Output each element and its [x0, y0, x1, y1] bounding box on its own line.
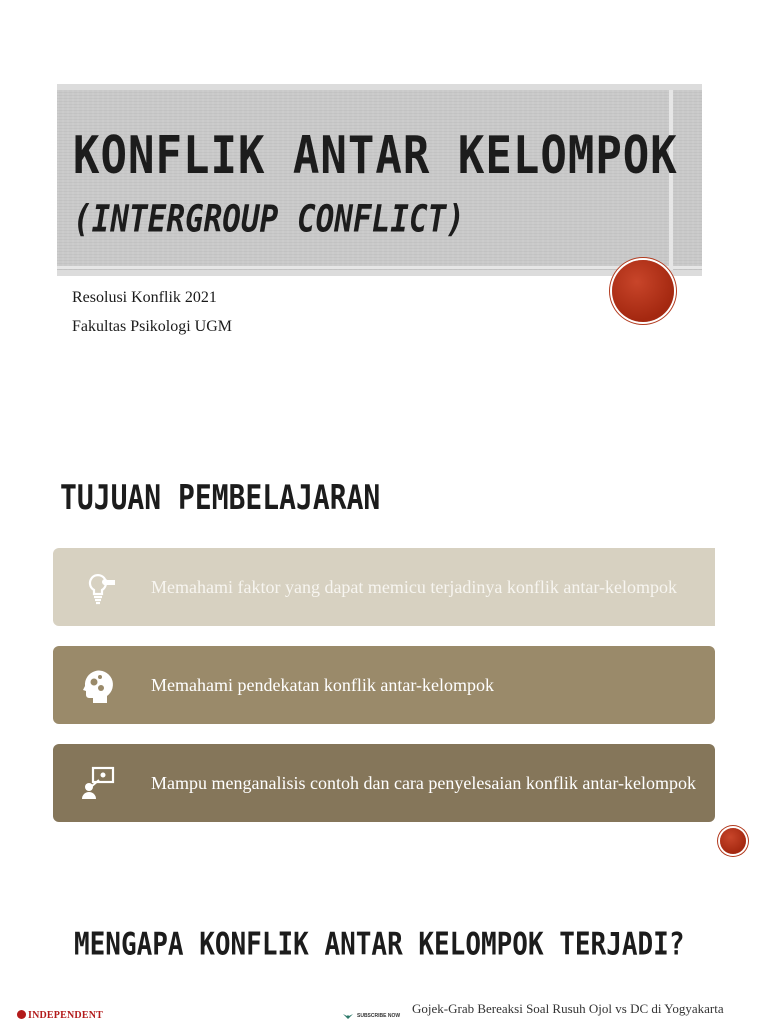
presenter-icon — [79, 764, 117, 802]
objective-card — [53, 646, 715, 724]
slide-title: KONFLIK ANTAR KELOMPOK — [73, 126, 678, 187]
objective-text: Memahami faktor yang dapat memicu terjadinya konflik antar-kelompok — [151, 577, 677, 597]
lightbulb-icon — [79, 568, 117, 606]
objective-text: Memahami pendekatan konflik antar-kelompok — [151, 675, 495, 695]
objective-card — [53, 548, 715, 626]
course-name: Resolusi Konflik 2021 — [72, 289, 217, 306]
faculty-name: Fakultas Psikologi UGM — [72, 318, 233, 335]
publisher-logo: INDEPENDENT — [17, 1010, 103, 1021]
objective-card — [53, 744, 715, 822]
objective-text: Mampu menganalisis contoh dan cara penyelesaian konflik antar-kelompok — [151, 773, 696, 793]
publisher-logo-icon — [17, 1010, 26, 1019]
bird-icon — [343, 1013, 353, 1021]
subscribe-link[interactable]: SUBSCRIBE NOW — [357, 1013, 401, 1019]
news-headline[interactable]: Gojek-Grab Bereaksi Soal Rusuh Ojol vs DC di Yogyakarta — [412, 1001, 724, 1016]
head-gears-icon — [79, 666, 117, 704]
why-heading: MENGAPA KONFLIK ANTAR KELOMPOK TERJADI? — [74, 927, 685, 963]
accent-dot-small — [720, 828, 746, 854]
news-footer — [0, 1000, 768, 1024]
slide-subtitle: (INTERGROUP CONFLICT) — [73, 198, 465, 242]
objectives-heading: TUJUAN PEMBELAJARAN — [60, 478, 381, 518]
